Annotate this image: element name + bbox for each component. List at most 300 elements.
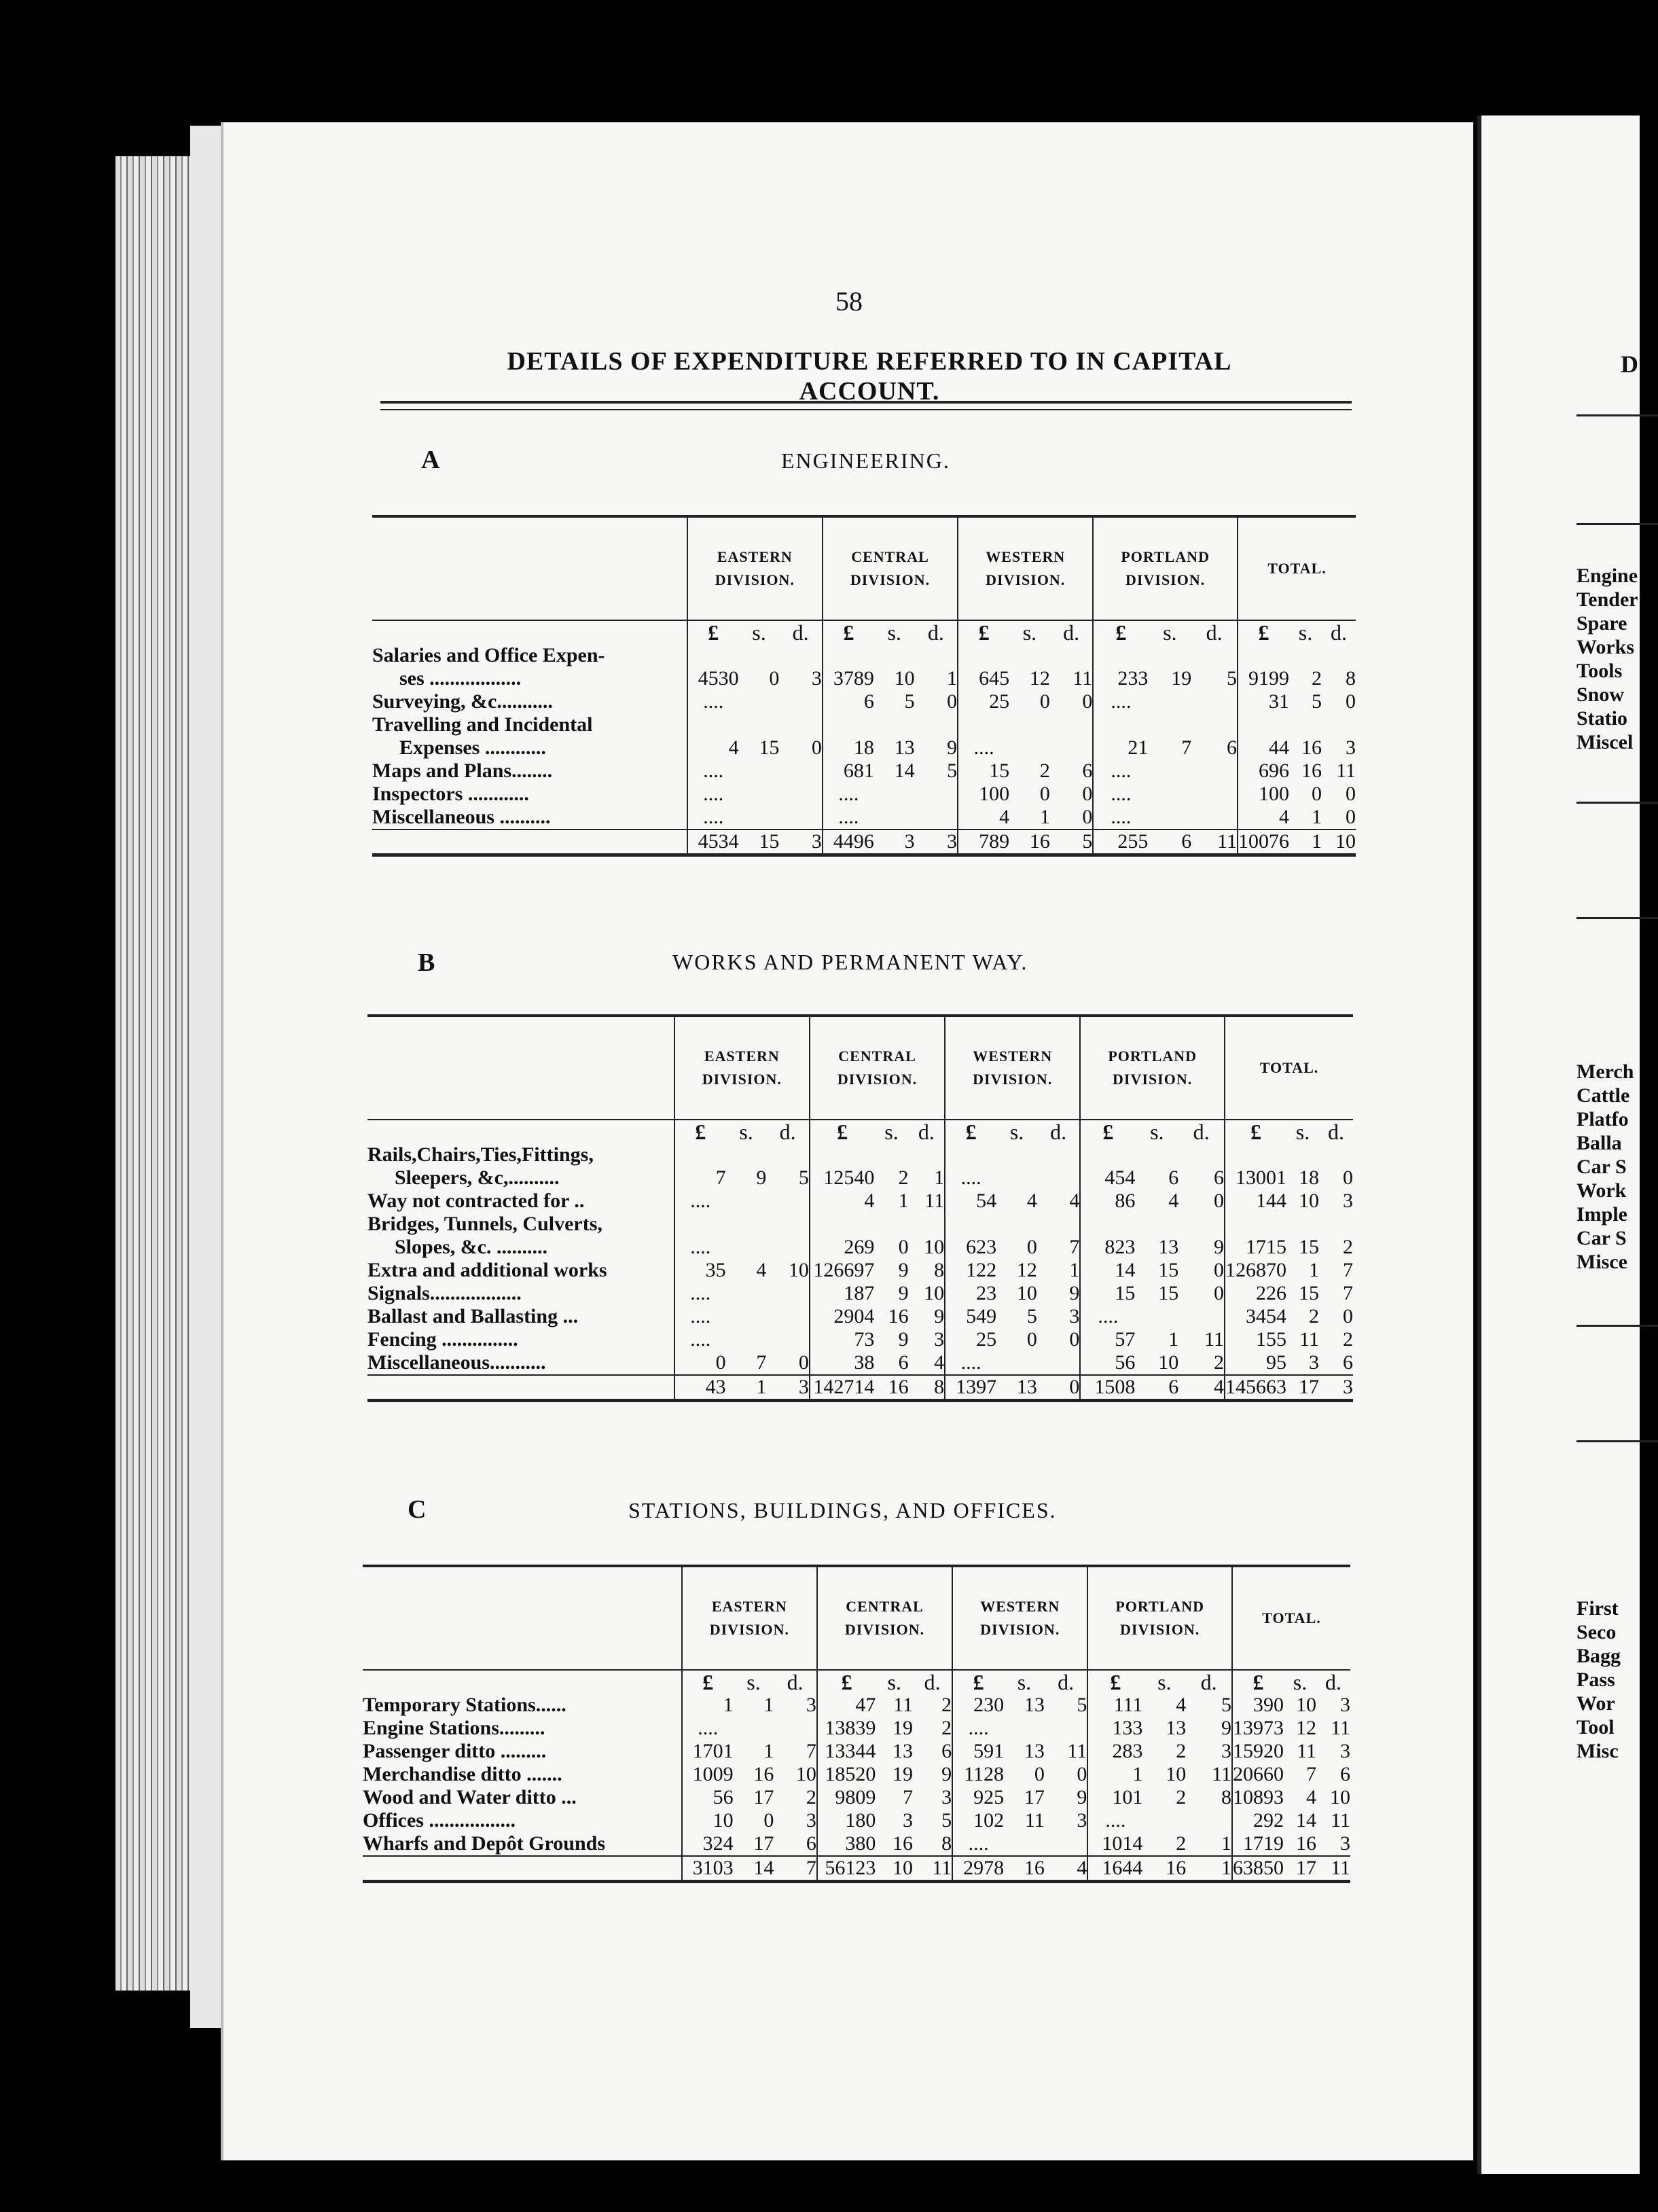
row-label: Rails,Chairs,Ties,Fittings, xyxy=(367,1143,594,1166)
amount-cell xyxy=(779,644,823,667)
total-cell: 13 xyxy=(996,1375,1037,1401)
amount-cell: 0 xyxy=(1214,1259,1224,1281)
amount-cell: 3 xyxy=(806,1809,816,1832)
amount-cell: 3 xyxy=(1346,736,1356,759)
row-label: Expenses ............ xyxy=(399,736,546,759)
amount-cell: 454 xyxy=(1080,1166,1135,1190)
amount-cell: 9 xyxy=(947,736,958,759)
column-header: EASTERN DIVISION. xyxy=(682,1566,817,1670)
amount-cell xyxy=(726,1328,767,1351)
amount-cell: 13 xyxy=(1158,1236,1179,1258)
amount-cell: 0 xyxy=(1026,1328,1037,1351)
amount-cell xyxy=(1080,1213,1135,1236)
unit-label: £ xyxy=(1080,1120,1135,1143)
amount-cell: 10 xyxy=(682,1809,734,1832)
amount-cell: 15 xyxy=(759,736,780,759)
amount-cell xyxy=(996,1351,1037,1375)
unit-label: d. xyxy=(918,1120,935,1144)
amount-cell: 10 xyxy=(1296,1694,1316,1716)
column-header: PORTLAND DIVISION. xyxy=(1080,1016,1225,1120)
amount-cell: 13973 xyxy=(1233,1717,1284,1739)
amount-cell: 7 xyxy=(1181,736,1192,759)
section-letter: B xyxy=(418,948,435,977)
amount-cell: 19 xyxy=(893,1763,914,1785)
amount-cell xyxy=(726,1190,767,1213)
unit-label: d. xyxy=(1063,620,1080,645)
amount-cell: 233 xyxy=(1093,667,1148,690)
facing-page-item: Wor xyxy=(1576,1692,1615,1715)
amount-cell: 18 xyxy=(823,736,874,760)
amount-cell: 1 xyxy=(934,1166,945,1189)
amount-cell: 549 xyxy=(945,1305,996,1328)
row-label: Slopes, &c. .......... xyxy=(395,1236,547,1258)
amount-cell: 1715 xyxy=(1225,1236,1286,1259)
amount-cell: 10 xyxy=(894,667,915,690)
amount-cell: 5 xyxy=(1026,1305,1037,1327)
amount-cell: 0 xyxy=(1346,690,1356,713)
amount-cell: 4 xyxy=(756,1259,767,1281)
amount-cell: 11 xyxy=(893,1694,914,1716)
unit-label: £ xyxy=(823,620,874,644)
amount-cell: 6 xyxy=(898,1351,909,1374)
amount-cell: 0 xyxy=(1346,806,1356,828)
amount-cell: 226 xyxy=(1225,1282,1286,1305)
amount-cell xyxy=(1148,783,1191,806)
amount-cell: 11 xyxy=(924,1190,945,1212)
amount-cell: 31 xyxy=(1238,690,1289,713)
amount-cell xyxy=(674,1143,726,1166)
amount-cell: 0 xyxy=(1077,1763,1087,1785)
table-row xyxy=(372,760,1356,783)
unit-label: £ xyxy=(817,1670,876,1694)
amount-cell xyxy=(1178,1305,1225,1328)
amount-cell: 5 xyxy=(1221,1694,1231,1716)
total-cell: 2978 xyxy=(952,1856,1004,1882)
amount-cell xyxy=(674,1213,726,1236)
divider xyxy=(1576,1325,1658,1327)
amount-cell: 0 xyxy=(1343,1305,1353,1327)
unit-label: £ xyxy=(1238,620,1289,644)
amount-cell: 16 xyxy=(888,1305,909,1327)
amount-cell: 1 xyxy=(1039,806,1050,828)
table-row xyxy=(367,1213,1353,1236)
unit-label: £ xyxy=(687,620,739,644)
row-label: ses .................. xyxy=(399,667,522,690)
amount-cell: 0 xyxy=(947,690,958,713)
amount-cell xyxy=(1148,806,1191,830)
amount-cell xyxy=(766,1305,810,1328)
amount-cell: .... xyxy=(958,736,1009,760)
amount-cell: 645 xyxy=(958,667,1009,690)
amount-cell xyxy=(766,1213,810,1236)
unit-label: s. xyxy=(1017,1670,1032,1694)
amount-cell: .... xyxy=(682,1717,734,1740)
amount-cell: 3 xyxy=(1340,1694,1350,1716)
amount-cell: 13839 xyxy=(817,1717,876,1740)
row-label: Salaries and Office Expen- xyxy=(372,644,605,666)
amount-cell: 4 xyxy=(934,1351,945,1374)
column-header: CENTRAL DIVISION. xyxy=(823,516,958,620)
row-label: Miscellaneous........... xyxy=(367,1351,546,1374)
table-row xyxy=(367,1282,1353,1305)
amount-cell: 13 xyxy=(1166,1717,1187,1739)
amount-cell xyxy=(810,1213,874,1236)
amount-cell: 15 xyxy=(1299,1282,1319,1304)
total-cell: 3 xyxy=(1319,1375,1353,1401)
amount-cell xyxy=(779,690,823,713)
amount-cell xyxy=(874,1213,908,1236)
facing-page-item: Car S xyxy=(1576,1227,1627,1249)
amount-cell: 5 xyxy=(1077,1694,1087,1716)
amount-cell: 6 xyxy=(1227,736,1237,759)
amount-cell: 8 xyxy=(1221,1786,1231,1808)
amount-cell: 8 xyxy=(941,1832,952,1855)
row-label: Engine Stations......... xyxy=(363,1717,545,1739)
amount-cell xyxy=(1093,644,1148,667)
row-label: Fencing ............... xyxy=(367,1328,518,1351)
amount-cell: 12540 xyxy=(810,1166,874,1190)
amount-cell xyxy=(1289,644,1322,667)
table-row xyxy=(372,690,1356,713)
amount-cell xyxy=(1004,1832,1045,1856)
unit-label: d. xyxy=(924,1670,941,1694)
amount-cell xyxy=(1009,644,1050,667)
total-cell: 3 xyxy=(766,1375,810,1401)
section-letter: A xyxy=(421,446,440,474)
amount-cell: .... xyxy=(1093,783,1148,806)
total-cell: 1 xyxy=(1289,830,1322,855)
amount-cell: 13 xyxy=(1024,1740,1045,1762)
amount-cell xyxy=(1225,1143,1286,1166)
amount-cell: .... xyxy=(674,1190,726,1213)
amount-cell: 38 xyxy=(810,1351,874,1375)
amount-cell: 100 xyxy=(958,783,1009,806)
amount-cell: 5 xyxy=(904,690,915,713)
amount-cell: 0 xyxy=(1039,690,1050,713)
amount-cell: 0 xyxy=(769,667,780,690)
total-cell: 6 xyxy=(1148,830,1191,855)
amount-cell: 16 xyxy=(893,1832,914,1855)
amount-cell: 18520 xyxy=(817,1763,876,1786)
total-cell: 6 xyxy=(1135,1375,1178,1401)
amount-cell: 3 xyxy=(934,1328,945,1351)
amount-cell: .... xyxy=(674,1305,726,1328)
amount-cell: 1 xyxy=(1312,806,1322,828)
column-header: CENTRAL DIVISION. xyxy=(810,1016,945,1120)
row-label: Extra and additional works xyxy=(367,1259,607,1281)
amount-cell: 9 xyxy=(898,1282,909,1304)
amount-cell xyxy=(1080,1143,1135,1166)
amount-cell: 54 xyxy=(945,1190,996,1213)
unit-label: s. xyxy=(1293,1670,1308,1694)
amount-cell: 11 xyxy=(1331,1809,1350,1832)
unit-label: d. xyxy=(787,1670,804,1694)
amount-cell xyxy=(996,1166,1037,1190)
total-label-blank xyxy=(363,1856,682,1882)
unit-label: d. xyxy=(1193,1120,1210,1144)
amount-cell: 2 xyxy=(1343,1328,1353,1351)
amount-cell: 9 xyxy=(941,1763,952,1785)
total-cell: 10 xyxy=(876,1856,913,1882)
amount-cell: 3 xyxy=(1340,1740,1350,1762)
row-label: Wharfs and Depôt Grounds xyxy=(363,1832,606,1855)
total-row xyxy=(367,1375,1353,1401)
amount-cell: 6 xyxy=(823,690,874,713)
column-header: TOTAL. xyxy=(1238,516,1356,620)
unit-label: s. xyxy=(1009,1120,1024,1144)
amount-cell xyxy=(945,1213,996,1236)
row-label: Travelling and Incidental xyxy=(372,713,593,736)
amount-cell: 13 xyxy=(894,736,915,759)
amount-cell: 1 xyxy=(763,1740,774,1762)
amount-cell: 591 xyxy=(952,1740,1004,1763)
amount-cell: 9 xyxy=(1069,1282,1080,1304)
amount-cell xyxy=(726,1282,767,1305)
amount-cell: 5 xyxy=(947,760,958,782)
amount-cell: .... xyxy=(687,783,739,806)
total-cell: 789 xyxy=(958,830,1009,855)
amount-cell: 0 xyxy=(1082,806,1093,828)
table-row xyxy=(367,1190,1353,1213)
table-row xyxy=(367,1305,1353,1328)
amount-cell: 11 xyxy=(1336,760,1356,782)
amount-cell xyxy=(1286,1213,1319,1236)
amount-cell xyxy=(1191,644,1238,667)
amount-cell xyxy=(766,1282,810,1305)
facing-page-item: Platfo xyxy=(1576,1108,1629,1130)
column-header: WESTERN DIVISION. xyxy=(958,516,1093,620)
amount-cell: 0 xyxy=(898,1236,909,1258)
amount-cell: 324 xyxy=(682,1832,734,1856)
amount-cell xyxy=(734,1717,774,1740)
amount-cell: 0 xyxy=(1346,783,1356,805)
amount-cell: 2 xyxy=(1309,1305,1319,1327)
amount-cell xyxy=(945,1143,996,1166)
amount-cell xyxy=(779,783,823,806)
amount-cell: 7 xyxy=(674,1166,726,1190)
amount-cell: 0 xyxy=(1214,1190,1224,1212)
amount-cell: 21 xyxy=(1093,736,1148,760)
table-row xyxy=(363,1717,1350,1740)
facing-page-item: Imple xyxy=(1576,1203,1627,1226)
amount-cell: 3 xyxy=(941,1786,952,1808)
facing-page-list xyxy=(1576,564,1638,754)
amount-cell xyxy=(766,1190,810,1213)
amount-cell: 0 xyxy=(1069,1328,1080,1351)
amount-cell: 100 xyxy=(1238,783,1289,806)
amount-cell xyxy=(1148,644,1191,667)
amount-cell xyxy=(915,713,958,736)
amount-cell xyxy=(1050,736,1094,760)
amount-cell: 126870 xyxy=(1225,1259,1286,1281)
unit-label: £ xyxy=(958,620,1009,644)
amount-cell: 0 xyxy=(1312,783,1322,805)
amount-cell: 9 xyxy=(1077,1786,1087,1808)
divider xyxy=(1576,414,1658,416)
total-cell: 4 xyxy=(1178,1375,1225,1401)
amount-cell: 623 xyxy=(945,1236,996,1259)
total-cell: 11 xyxy=(1191,830,1238,855)
table-row xyxy=(363,1694,1350,1717)
unit-label: £ xyxy=(952,1670,1004,1694)
total-cell: 145663 xyxy=(1225,1375,1286,1401)
amount-cell xyxy=(1135,1305,1178,1328)
amount-cell: 10893 xyxy=(1233,1786,1284,1808)
total-cell: 11 xyxy=(1316,1856,1350,1882)
amount-cell: 13344 xyxy=(817,1740,876,1763)
amount-cell: 3 xyxy=(1343,1190,1353,1212)
amount-cell xyxy=(958,713,1009,736)
amount-cell xyxy=(739,644,780,667)
facing-page-list xyxy=(1576,1060,1634,1274)
amount-cell xyxy=(739,806,780,830)
facing-page-item: Spare xyxy=(1576,612,1627,635)
amount-cell: 6 xyxy=(1168,1166,1179,1189)
amount-cell: 8 xyxy=(934,1259,945,1281)
page-number: 58 xyxy=(835,286,863,317)
unit-label: £ xyxy=(1225,1120,1286,1143)
facing-page-heading: D xyxy=(1621,351,1638,378)
amount-cell: 7 xyxy=(1343,1282,1353,1304)
amount-cell xyxy=(1178,1213,1225,1236)
amount-cell xyxy=(874,1143,908,1166)
row-label: Maps and Plans........ xyxy=(372,760,553,782)
total-label-blank xyxy=(372,830,687,855)
total-row xyxy=(372,830,1356,855)
facing-page-item: Car S xyxy=(1576,1156,1627,1178)
unit-label: s. xyxy=(887,620,901,645)
amount-cell xyxy=(1004,1717,1045,1740)
amount-cell: .... xyxy=(1087,1809,1142,1832)
amount-cell: 11 xyxy=(1204,1328,1224,1351)
unit-label: d. xyxy=(927,620,944,645)
amount-cell: 3 xyxy=(806,1694,816,1716)
unit-label: £ xyxy=(1087,1670,1142,1694)
amount-cell: 380 xyxy=(817,1832,876,1856)
amount-cell: 133 xyxy=(1087,1717,1142,1740)
amount-cell: 2 xyxy=(1343,1236,1353,1258)
amount-cell: 5 xyxy=(798,1166,809,1189)
facing-page-item: Miscel xyxy=(1576,731,1634,753)
amount-cell: 823 xyxy=(1080,1236,1135,1259)
amount-cell: 14 xyxy=(1080,1259,1135,1282)
amount-cell xyxy=(1037,1213,1081,1236)
amount-cell: 17 xyxy=(753,1832,774,1855)
amount-cell: 4 xyxy=(1176,1694,1187,1716)
total-cell: 1 xyxy=(726,1375,767,1401)
amount-cell: 9 xyxy=(756,1166,767,1189)
amount-cell xyxy=(779,806,823,830)
amount-cell: 10 xyxy=(1299,1190,1319,1212)
facing-page-item: Tool xyxy=(1576,1716,1615,1738)
amount-cell xyxy=(1322,713,1356,736)
column-header: WESTERN DIVISION. xyxy=(952,1566,1087,1670)
amount-cell: 126697 xyxy=(810,1259,874,1282)
amount-cell: 681 xyxy=(823,760,874,783)
page-title: DETAILS OF EXPENDITURE REFERRED TO IN CAPITAL ACCOUNT. xyxy=(507,347,1232,406)
unit-label: d. xyxy=(1206,620,1223,645)
amount-cell: 9 xyxy=(1214,1236,1224,1258)
amount-cell: 1 xyxy=(898,1190,909,1212)
amount-cell: 0 xyxy=(674,1351,726,1375)
amount-cell xyxy=(810,1143,874,1166)
amount-cell: 86 xyxy=(1080,1190,1135,1213)
row-label: Sleepers, &c,.......... xyxy=(395,1166,560,1189)
total-cell: 63850 xyxy=(1232,1856,1284,1882)
facing-page-item: Misce xyxy=(1576,1251,1627,1273)
amount-cell: 19 xyxy=(893,1717,914,1739)
amount-cell: 6 xyxy=(941,1740,952,1762)
unit-label: £ xyxy=(810,1120,874,1143)
amount-cell: .... xyxy=(952,1832,1004,1856)
column-header: TOTAL. xyxy=(1225,1016,1353,1120)
amount-cell xyxy=(1191,690,1238,713)
header-blank xyxy=(363,1566,682,1670)
row-label: Inspectors ............ xyxy=(372,783,529,805)
amount-cell xyxy=(874,783,915,806)
amount-cell: 269 xyxy=(810,1236,874,1259)
amount-cell xyxy=(1289,713,1322,736)
unit-label: d. xyxy=(1200,1670,1217,1694)
amount-cell: 15 xyxy=(1158,1282,1179,1304)
amount-cell: 11 xyxy=(1297,1740,1316,1762)
amount-cell: 0 xyxy=(763,1809,774,1832)
amount-cell: 3 xyxy=(811,667,822,690)
amount-cell: 4 xyxy=(1168,1190,1179,1212)
amount-cell: 11 xyxy=(1024,1809,1045,1832)
amount-cell xyxy=(726,1213,767,1236)
amount-cell: .... xyxy=(952,1717,1004,1740)
facing-page-item: Engine xyxy=(1576,565,1638,587)
unit-label: d. xyxy=(1328,1120,1344,1144)
divider xyxy=(1576,802,1658,804)
amount-cell xyxy=(739,760,780,783)
total-cell: 7 xyxy=(774,1856,817,1882)
total-cell: 142714 xyxy=(810,1375,874,1401)
amount-cell: 2 xyxy=(941,1717,952,1739)
amount-cell: .... xyxy=(945,1166,996,1190)
amount-cell xyxy=(739,690,780,713)
amount-cell: 102 xyxy=(952,1809,1004,1832)
unit-label: d. xyxy=(1058,1670,1075,1694)
amount-cell: 3789 xyxy=(823,667,874,690)
amount-cell: 11 xyxy=(1067,1740,1087,1762)
amount-cell: 23 xyxy=(945,1282,996,1305)
amount-cell: 2 xyxy=(1176,1786,1187,1808)
facing-page-item: Works xyxy=(1576,636,1635,658)
amount-cell xyxy=(1148,760,1191,783)
amount-cell: 925 xyxy=(952,1786,1004,1809)
amount-cell: 0 xyxy=(811,736,822,759)
amount-cell: 9 xyxy=(898,1328,909,1351)
amount-cell: 10 xyxy=(1330,1786,1350,1808)
total-cell: 3 xyxy=(874,830,915,855)
amount-cell: 1 xyxy=(1069,1259,1080,1281)
amount-cell: .... xyxy=(674,1328,726,1351)
divider xyxy=(1576,1440,1658,1442)
amount-cell: 44 xyxy=(1238,736,1289,760)
units-blank xyxy=(372,620,687,644)
amount-cell: 25 xyxy=(958,690,1009,713)
amount-cell xyxy=(1093,713,1148,736)
amount-cell: .... xyxy=(674,1236,726,1259)
units-blank xyxy=(363,1670,682,1694)
amount-cell: 73 xyxy=(810,1328,874,1351)
amount-cell xyxy=(1225,1213,1286,1236)
amount-cell xyxy=(874,806,915,830)
facing-page-item: Tender xyxy=(1576,588,1638,611)
table-row xyxy=(372,713,1356,736)
